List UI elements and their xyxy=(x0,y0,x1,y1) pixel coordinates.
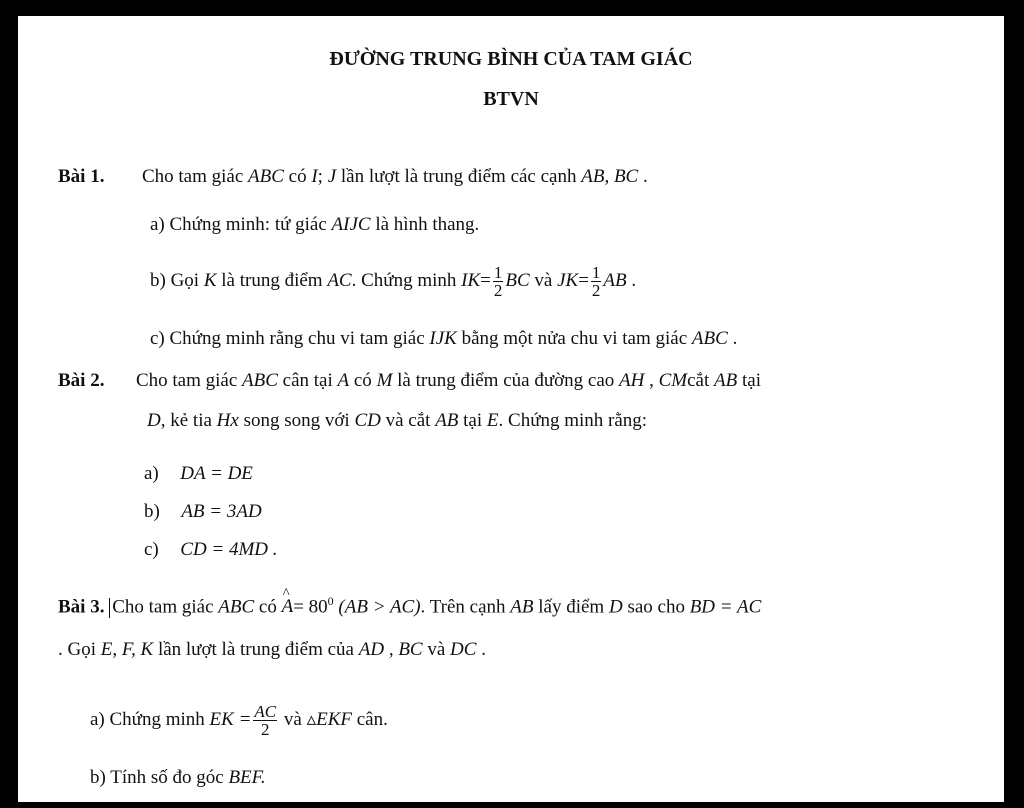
text: . Trên cạnh xyxy=(420,596,506,618)
math: ABC xyxy=(691,328,728,349)
math: ▵EKF xyxy=(306,709,352,730)
document-subtitle: BTVN xyxy=(483,88,539,110)
degree: 0 xyxy=(327,594,334,608)
bai1-label: Bài 1. xyxy=(58,166,105,187)
bai2-item-c xyxy=(144,538,278,562)
math: AH xyxy=(619,370,645,391)
math: AC xyxy=(327,269,352,291)
text: và xyxy=(427,639,446,660)
bai2-item-b xyxy=(144,500,262,524)
bai3-line1 xyxy=(58,589,761,619)
text: lấy điểm xyxy=(538,596,605,618)
text: sao cho xyxy=(627,596,685,618)
bai1-a xyxy=(150,213,479,237)
math: CD xyxy=(354,410,381,431)
math: D xyxy=(147,410,161,431)
text: . Gọi xyxy=(58,639,96,660)
text: a) Chứng minh: tứ giác xyxy=(150,214,327,235)
bai2-line2 xyxy=(147,409,647,433)
math: ABC xyxy=(218,596,255,618)
fraction-ac-over-2 xyxy=(253,703,277,738)
bai3-a xyxy=(90,702,388,738)
math: DA = DE xyxy=(180,463,253,484)
text: ; xyxy=(317,166,323,187)
math: BEF. xyxy=(228,767,266,788)
bai3-label: Bài 3. xyxy=(58,596,105,618)
math: DC xyxy=(450,639,477,660)
math: JK xyxy=(557,269,579,291)
text: là trung điểm của đường cao xyxy=(397,370,615,391)
math: AB xyxy=(435,410,459,431)
math: BC xyxy=(505,269,530,291)
numerator: 1 xyxy=(591,263,601,282)
math: AIJC xyxy=(331,214,371,235)
math: K xyxy=(203,269,217,291)
math: CD = 4MD . xyxy=(180,539,278,560)
bai2-label: Bài 2. xyxy=(58,370,105,391)
bai3-line2: . Gọi E, F, K lần lượt là trung điểm của AD , BC và DC . xyxy=(58,639,486,660)
item-label: b) xyxy=(144,501,160,522)
text: lần lượt là trung điểm của xyxy=(157,639,354,660)
item-label: c) xyxy=(144,539,159,560)
text-cursor xyxy=(109,598,110,618)
angle-a: ^ A xyxy=(282,595,294,619)
text: = xyxy=(480,269,491,291)
text: có xyxy=(353,370,372,391)
text: và xyxy=(283,709,302,730)
denominator: 2 xyxy=(261,720,270,740)
math: ABC xyxy=(248,166,284,187)
math: AB xyxy=(603,269,627,291)
text: cắt xyxy=(687,370,710,391)
bai1-c: c) Chứng minh rằng chu vi tam giác IJK bằng một nửa chu vi tam giác ABC . xyxy=(150,328,738,349)
math: IK xyxy=(461,269,481,291)
math: AB, BC xyxy=(581,166,639,187)
text: b) Gọi xyxy=(150,269,200,291)
math: D xyxy=(608,596,623,618)
math: M xyxy=(376,370,393,391)
math: AD xyxy=(358,639,385,660)
math: E, F, K xyxy=(100,639,154,660)
math: BD = AC xyxy=(689,596,762,618)
text: cân tại xyxy=(282,370,333,391)
text: tại xyxy=(463,410,483,431)
text: a) Chứng minh xyxy=(90,709,205,730)
text: Cho tam giác xyxy=(112,596,214,618)
text: b) Tính số đo góc xyxy=(90,767,224,788)
text: tại xyxy=(741,370,761,391)
math: (AB > AC) xyxy=(338,596,421,618)
math: = 80 xyxy=(293,596,328,618)
bai1-line1: Bài 1. Cho tam giác ABC có I; J lần lượt là trung điểm các cạnh AB, BC . xyxy=(58,166,648,187)
document-title: ĐƯỜNG TRUNG BÌNH CỦA TAM GIÁC xyxy=(329,48,693,70)
math: J xyxy=(327,166,337,187)
text: và xyxy=(534,269,553,291)
text: lần lượt là trung điểm các cạnh xyxy=(340,166,577,187)
math: A xyxy=(337,370,350,391)
text: Cho tam giác xyxy=(141,166,244,187)
bai2-item-a xyxy=(144,462,253,486)
bai2-line1: Bài 2. Cho tam giác ABC cân tại A có M là trung điểm của đường cao AH , CMcắt AB tại xyxy=(58,370,761,391)
denominator: 2 xyxy=(493,281,503,300)
text: c) Chứng minh rằng chu vi tam giác xyxy=(150,328,425,349)
bai3-b xyxy=(90,766,266,790)
math: AB = 3AD xyxy=(181,501,262,522)
text: có xyxy=(288,166,307,187)
text: bằng một nửa chu vi tam giác xyxy=(461,328,688,349)
text: Cho tam giác xyxy=(135,370,238,391)
math: IJK xyxy=(429,328,457,349)
math: ABC xyxy=(242,370,278,391)
bai1-b: b) Gọi K là trung điểm AC. Chứng minh IK= $\frac{1}{2}$ BC và JK= $\frac{1}{2}$ AB . xyxy=(150,263,637,300)
text: . Chứng minh rằng: xyxy=(498,410,648,431)
text: có xyxy=(258,596,277,618)
fraction-half xyxy=(591,264,602,299)
numerator: AC xyxy=(254,702,277,722)
denominator: 2 xyxy=(591,281,601,300)
math: AB xyxy=(510,596,534,618)
fraction-half xyxy=(493,264,504,299)
text: là trung điểm xyxy=(221,269,323,291)
text: là hình thang. xyxy=(375,214,480,235)
text: = xyxy=(578,269,589,291)
document-page xyxy=(18,16,1004,802)
text: song song với xyxy=(243,410,350,431)
numerator: 1 xyxy=(493,263,503,282)
math: EK = xyxy=(209,709,252,730)
item-label: a) xyxy=(144,463,159,484)
math: AB xyxy=(714,370,738,391)
math: E xyxy=(486,410,499,431)
math: BC xyxy=(398,639,423,660)
text: cân. xyxy=(356,709,388,730)
math: I xyxy=(311,166,318,187)
math: Hx xyxy=(216,410,239,431)
text: . Chứng minh xyxy=(351,269,457,291)
math: CM xyxy=(658,370,688,391)
text: , kẻ tia xyxy=(160,410,212,431)
text: và cắt xyxy=(385,410,431,431)
